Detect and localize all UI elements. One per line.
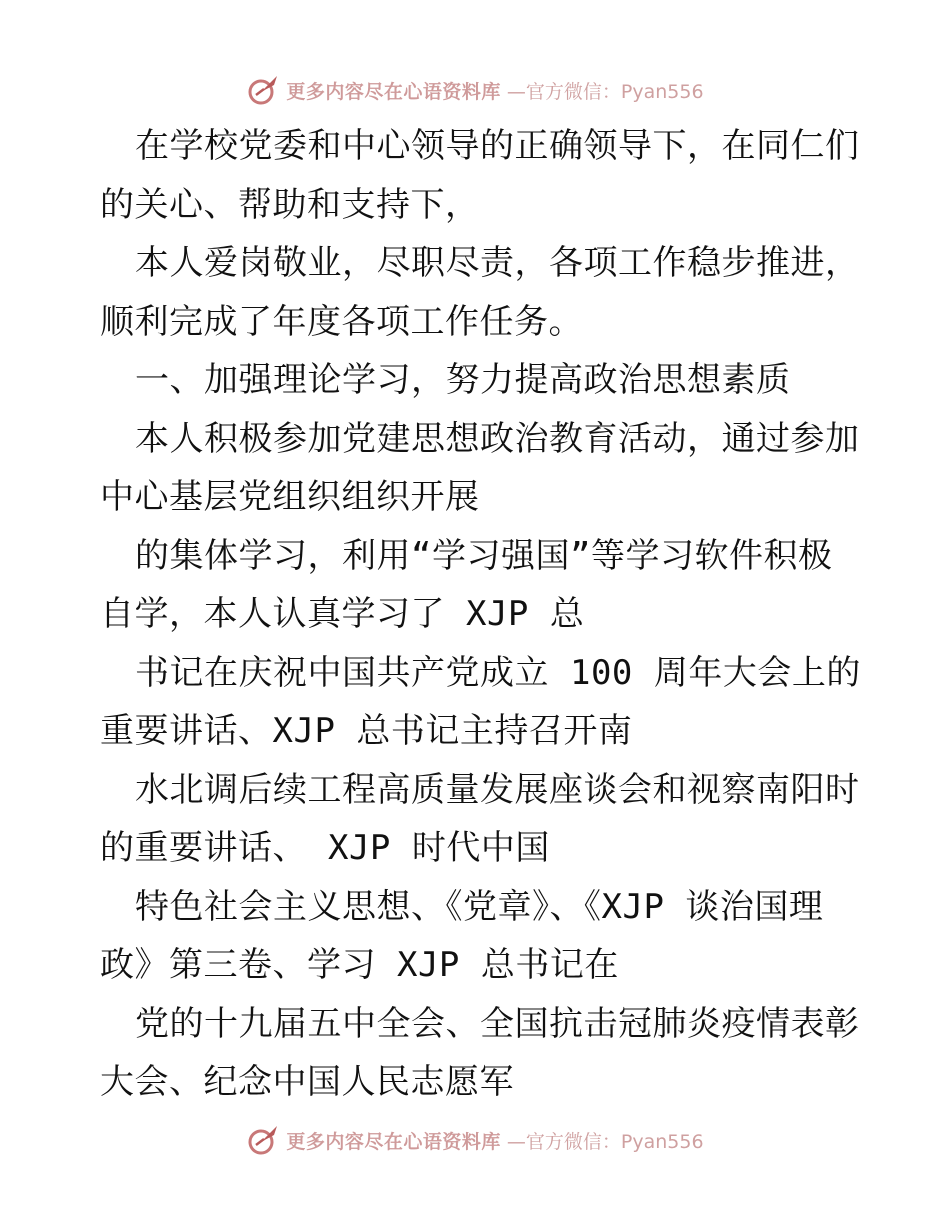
section-heading: 一、加强理论学习，努力提高政治思想素质 [135, 360, 791, 400]
wechat-contact: —官方微信：Pyan556 [506, 1130, 704, 1153]
quill-pen-logo-icon [246, 1123, 280, 1157]
paragraph-line: 自学，本人认真学习了 XJP 总 [100, 594, 585, 634]
footer-watermark [0, 1120, 950, 1160]
quill-pen-logo-icon [246, 73, 280, 107]
paragraph-line: 的集体学习，利用“学习强国”等学习软件积极 [135, 535, 833, 576]
paragraph-line: 顺利完成了年度各项工作任务。 [100, 301, 583, 342]
paragraph-line: 水北调后续工程高质量发展座谈会和视察南阳时 [135, 769, 860, 810]
paragraph-line: 党的十九届五中全会、全国抗击冠肺炎疫情表彰 [135, 1003, 860, 1044]
paragraph-line: 书记在庆祝中国共产党成立 100 周年大会上的 [135, 652, 861, 693]
site-name: 更多内容尽在心语资料库 [286, 1130, 501, 1153]
paragraph-line: 重要讲话、XJP 总书记主持召开南 [100, 711, 633, 751]
paragraph-line: 的重要讲话、 XJP 时代中国 [100, 828, 550, 868]
header-watermark [0, 70, 950, 110]
paragraph-line: 的关心、帮助和支持下， [100, 184, 480, 225]
paragraph-line: 中心基层党组织组织开展 [100, 477, 480, 517]
paragraph-line: 本人爱岗敬业，尽职尽责，各项工作稳步推进， [135, 243, 860, 283]
paragraph-line: 政》第三卷、学习 XJP 总书记在 [100, 945, 619, 985]
paragraph-line: 特色社会主义思想、《党章》、《XJP 谈治国理 [135, 886, 824, 927]
wechat-contact: —官方微信：Pyan556 [506, 80, 704, 103]
site-name: 更多内容尽在心语资料库 [286, 80, 501, 103]
document-body [100, 117, 860, 1112]
paragraph-line: 大会、纪念中国人民志愿军 [100, 1062, 514, 1102]
paragraph-line: 在学校党委和中心领导的正确领导下，在同仁们 [135, 126, 860, 166]
paragraph-line: 本人积极参加党建思想政治教育活动，通过参加 [135, 418, 860, 459]
